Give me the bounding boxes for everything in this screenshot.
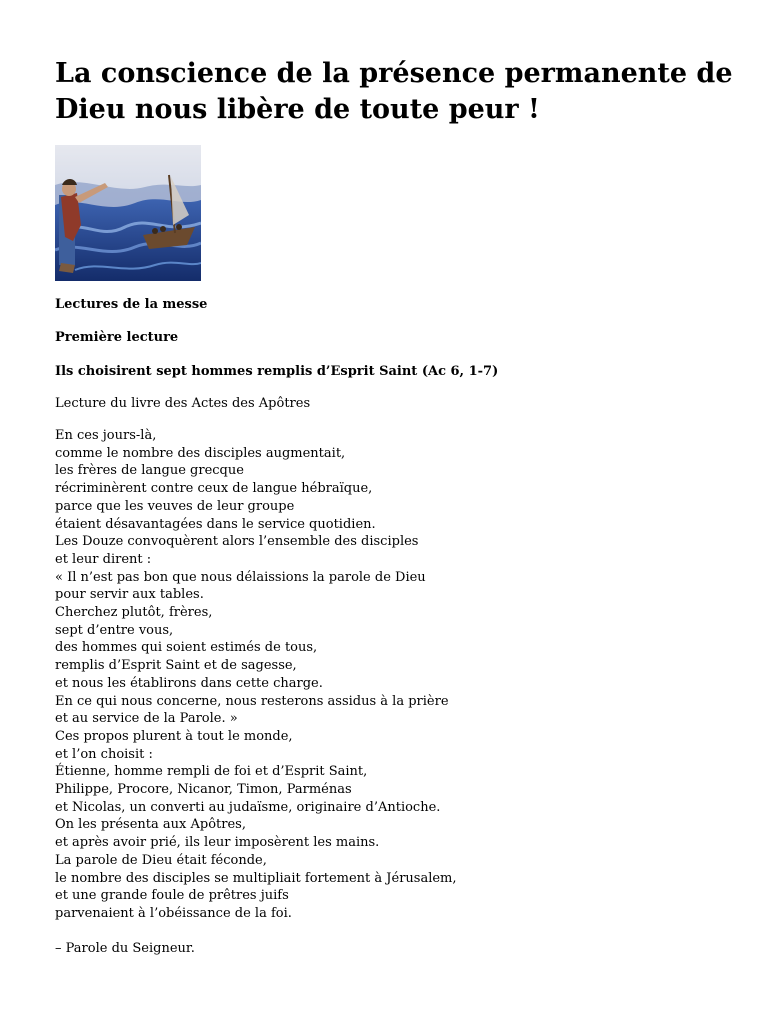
- reading-line: parvenaient à l’obéissance de la foi.: [55, 905, 292, 921]
- reading-line: et Nicolas, un converti au judaïsme, originaire d’Antioche.: [55, 799, 441, 815]
- reading-line: les frères de langue grecque: [55, 463, 244, 479]
- reading-line: La parole de Dieu était féconde,: [55, 852, 267, 868]
- reading-line: et leur dirent :: [55, 551, 152, 567]
- reading-label: Première lecture: [55, 330, 179, 345]
- reading-line: parce que les veuves de leur groupe: [55, 498, 295, 514]
- reading-closing: – Parole du Seigneur.: [55, 941, 195, 956]
- reading-line: En ce qui nous concerne, nous resterons assidus à la prière: [55, 693, 449, 709]
- reading-line: comme le nombre des disciples augmentait,: [55, 445, 346, 461]
- page-title: La conscience de la présence permanente de Dieu nous libère de toute peur !: [55, 58, 733, 125]
- reading-line: le nombre des disciples se multipliait fortement à Jérusalem,: [55, 870, 457, 886]
- section-label: Lectures de la messe: [55, 297, 208, 312]
- reading-line: pour servir aux tables.: [55, 587, 204, 603]
- reading-line: sept d’entre vous,: [55, 622, 174, 638]
- storm-sea-illustration: [55, 145, 201, 281]
- reading-line: et au service de la Parole. »: [55, 711, 238, 727]
- reading-line: remplis d’Esprit Saint et de sagesse,: [55, 658, 297, 674]
- reading-line: Cherchez plutôt, frères,: [55, 605, 213, 621]
- reading-line: récriminèrent contre ceux de langue hébraïque,: [55, 481, 373, 497]
- reading-heading: Ils choisirent sept hommes remplis d’Esprit Saint (Ac 6, 1-7): [55, 364, 499, 379]
- reading-intro: Lecture du livre des Actes des Apôtres: [55, 396, 311, 411]
- reading-line: Philippe, Procore, Nicanor, Timon, Parménas: [55, 782, 352, 798]
- reading-line: et après avoir prié, ils leur imposèrent les mains.: [55, 835, 380, 851]
- reading-line: étaient désavantagées dans le service quotidien.: [55, 516, 376, 532]
- reading-line: Étienne, homme rempli de foi et d’Esprit Saint,: [55, 764, 368, 780]
- reading-line: et l’on choisit :: [55, 746, 153, 762]
- reading-line: et une grande foule de prêtres juifs: [55, 888, 289, 904]
- reading-line: En ces jours-là,: [55, 428, 157, 443]
- reading-line: Ces propos plurent à tout le monde,: [55, 728, 293, 744]
- reading-line: Les Douze convoquèrent alors l’ensemble des disciples: [55, 534, 419, 550]
- reading-line: et nous les établirons dans cette charge.: [55, 675, 323, 691]
- reading-line: « Il n’est pas bon que nous délaissions la parole de Dieu: [55, 569, 426, 585]
- reading-text: [55, 427, 457, 923]
- reading-line: On les présenta aux Apôtres,: [55, 817, 246, 833]
- reading-line: des hommes qui soient estimés de tous,: [55, 640, 318, 656]
